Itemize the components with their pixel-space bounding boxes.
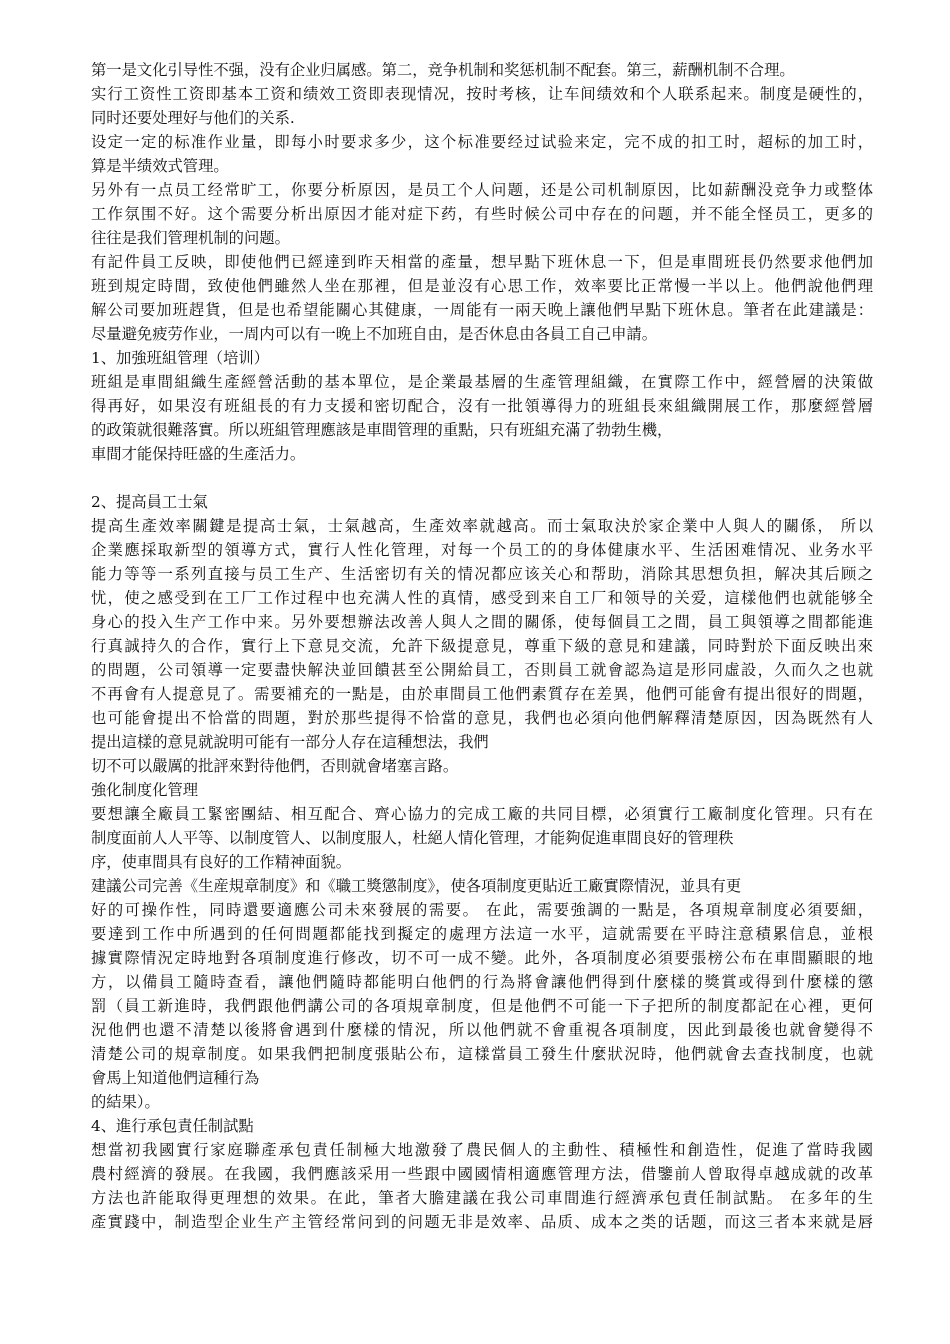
- text-line: 实行工资性工资即基本工资和绩效工资即表现情况，按时考核，让车间绩效和个人联系起来。制度是硬性的，: [91, 85, 873, 103]
- text-line: 企業應採取新型的領導方式，實行人性化管理，对每一个员工的的身体健康水平、生活困难情况、业务水平: [91, 541, 873, 559]
- text-line: 1、加強班組管理（培训）: [91, 349, 269, 367]
- text-line: 的政策就很難落實。所以班組管理應該是車間管理的重點，只有班組充滿了勃勃生機，: [91, 421, 673, 439]
- text-line: 班到規定時間，致使他們雖然人坐在那裡，但是並沒有心思工作，效率要比正常慢一半以上。他們說他們理: [91, 277, 873, 295]
- text-line: 得再好，如果沒有班組長的有力支援和密切配合，沒有一批領導得力的班組長來組織開展工作，那麼經營層: [91, 397, 873, 415]
- text-line: 第一是文化引导性不强，没有企业归属感。第二，竞争机制和奖惩机制不配套。第三，薪酬机制不合理。: [91, 61, 795, 79]
- text-line: 好的可操作性，同時還要適應公司未來發展的需要。 在此，需要強調的一點是，各項規章制度必須要細，: [91, 901, 873, 919]
- text-line: 尽量避免疲劳作业，一周内可以有一晚上不加班自由，是否休息由各員工自己申請。: [91, 325, 657, 343]
- text-line: 序，使車間具有良好的工作精神面貌。: [91, 853, 352, 871]
- text-line: 解公司要加班趕貨，但是也希望能關心其健康，一周能有一兩天晚上讓他們早點下班休息。筆者在此建議是：: [91, 301, 873, 319]
- text-line: 4、進行承包責任制試點: [91, 1117, 254, 1135]
- text-line: 況他們也還不清楚以後將會遇到什麼樣的情況，所以他們就不會重視各項制度，因此到最後也就會變得不: [91, 1021, 873, 1039]
- text-line: 方法也許能取得更理想的效果。在此，筆者大膽建議在我公司車間進行經濟承包責任制試點。 在多年的生: [91, 1189, 873, 1207]
- text-line: 同时还要处理好与他们的关系.: [91, 109, 295, 127]
- blank-line: [91, 466, 873, 490]
- text-line: 想當初我國實行家庭聯產承包責任制極大地激發了農民個人的主動性、積極性和創造性，促進了當時我國: [91, 1141, 873, 1159]
- text-line: 算是半绩效式管理。: [91, 157, 229, 175]
- text-line: 要達到工作中所遇到的任何問題都能找到擬定的處理方法這一水平，這就需要在平時注意積累信息，並根: [91, 925, 873, 943]
- text-line: 切不可以嚴厲的批評來對待他們，否則就會堵塞言路。: [91, 757, 459, 775]
- text-line: 不再會有人提意見了。需要補充的一點是，由於車間員工他們素質存在差異，他們可能會有提出很好的問題，: [91, 685, 873, 703]
- text-line: 另外有一点员工经常旷工，你要分析原因，是员工个人问题，还是公司机制原因，比如薪酬没竞争力或整体: [91, 181, 873, 199]
- text-line: 制度面前人人平等、以制度管人、以制度服人，杜絕人情化管理，才能夠促進車間良好的管理秩: [91, 829, 734, 847]
- document-body: [91, 58, 873, 1234]
- text-line: 產實踐中，制造型企业生产主管经常问到的问题无非是效率、品质、成本之类的话题，而这三者本来就是唇: [91, 1213, 873, 1231]
- text-line: 也可能會提出不恰當的問題，對於那些提得不恰當的意見，我們也必須向他們解釋清楚原因，因為既然有人: [91, 709, 873, 727]
- text-line: 強化制度化管理: [91, 781, 199, 799]
- text-line: 清楚公司的規章制度。如果我們把制度張貼公布，這樣當員工發生什麼狀況時，他們就會去查找制度，也就: [91, 1045, 873, 1063]
- text-line: 设定一定的标准作业量，即每小时要求多少，这个标准要经过试验来定，完不成的扣工时，超标的加工时，: [91, 133, 873, 151]
- text-line: 工作氛围不好。这个需要分析出原因才能对症下药，有些时候公司中存在的问题，并不能全怪员工，更多的: [91, 205, 873, 223]
- text-line: 方，以備員工隨時查看，讓他們隨時都能明白他們的行為將會讓他們得到什麼樣的獎賞或得到什麼樣的懲: [91, 973, 873, 991]
- text-line: 罰（員工新進時，我們跟他們講公司的各項規章制度，但是他們不可能一下子把所的制度都記在心裡，更何: [91, 997, 873, 1015]
- text-line: 建議公司完善《生産規章制度》和《職工獎懲制度》，使各項制度更貼近工廠實際情況，並具有更: [91, 877, 742, 895]
- text-line: 往往是我们管理机制的问题。: [91, 229, 290, 247]
- text-line: 能力等等一系列直接与员工生产、生活密切有关的情况都应该关心和帮助，消除其思想负担，解决其后顾之: [91, 565, 873, 583]
- text-line: 的問題，公司領導一定要盡快解決並回饋甚至公開給員工，否則員工就會認為這是形同虛設，久而久之也就: [91, 661, 873, 679]
- text-line: 據實際情況定時地對各項制度進行修改，切不可一成不變。此外，各項制度必須要張榜公布在車間顯眼的地: [91, 949, 873, 967]
- text-line: 提高生產效率關鍵是提高士氣，士氣越高，生產效率就越高。而士氣取決於家企業中人與人的關係， 所以: [91, 517, 873, 535]
- text-line: 要想讓全廠員工緊密團結、相互配合、齊心協力的完成工廠的共同目標，必須實行工廠制度化管理。只有在: [91, 805, 873, 823]
- text-line: 班組是車間組織生產經營活動的基本單位，是企業最基層的生產管理組織，在實際工作中，經營層的決策做: [91, 373, 873, 391]
- text-line: 行真誠持久的合作，實行上下意見交流，允許下級提意見，尊重下級的意見和建議，同時對於下面反映出來: [91, 637, 873, 655]
- text-line: 提出這樣的意見就說明可能有一部分人存在這種想法，我們: [91, 733, 489, 751]
- text-line: 忧，使之感受到在工厂工作过程中也充满人性的真情，感受到来自工厂和领导的关爱，這樣他們也就能够全: [91, 589, 873, 607]
- text-line: 會馬上知道他們這種行為: [91, 1069, 260, 1087]
- text-line: 有記件員工反映，即使他們已經達到昨天相當的產量，想早點下班休息一下，但是車間班長仍然要求他們加: [91, 253, 873, 271]
- text-line: 2、提高員工士氣: [91, 493, 208, 511]
- text-line: 的結果）。: [91, 1093, 160, 1111]
- text-line: 農村經濟的發展。在我國，我們應該采用一些跟中國國情相適應管理方法，借鑒前人曾取得卓越成就的改革: [91, 1165, 873, 1183]
- text-line: 車間才能保持旺盛的生產活力。: [91, 445, 306, 463]
- text-line: 身心的投入生产工作中来。另外要想辦法改善人與人之間的關係，使每個員工之間，員工與領導之間都能進: [91, 613, 873, 631]
